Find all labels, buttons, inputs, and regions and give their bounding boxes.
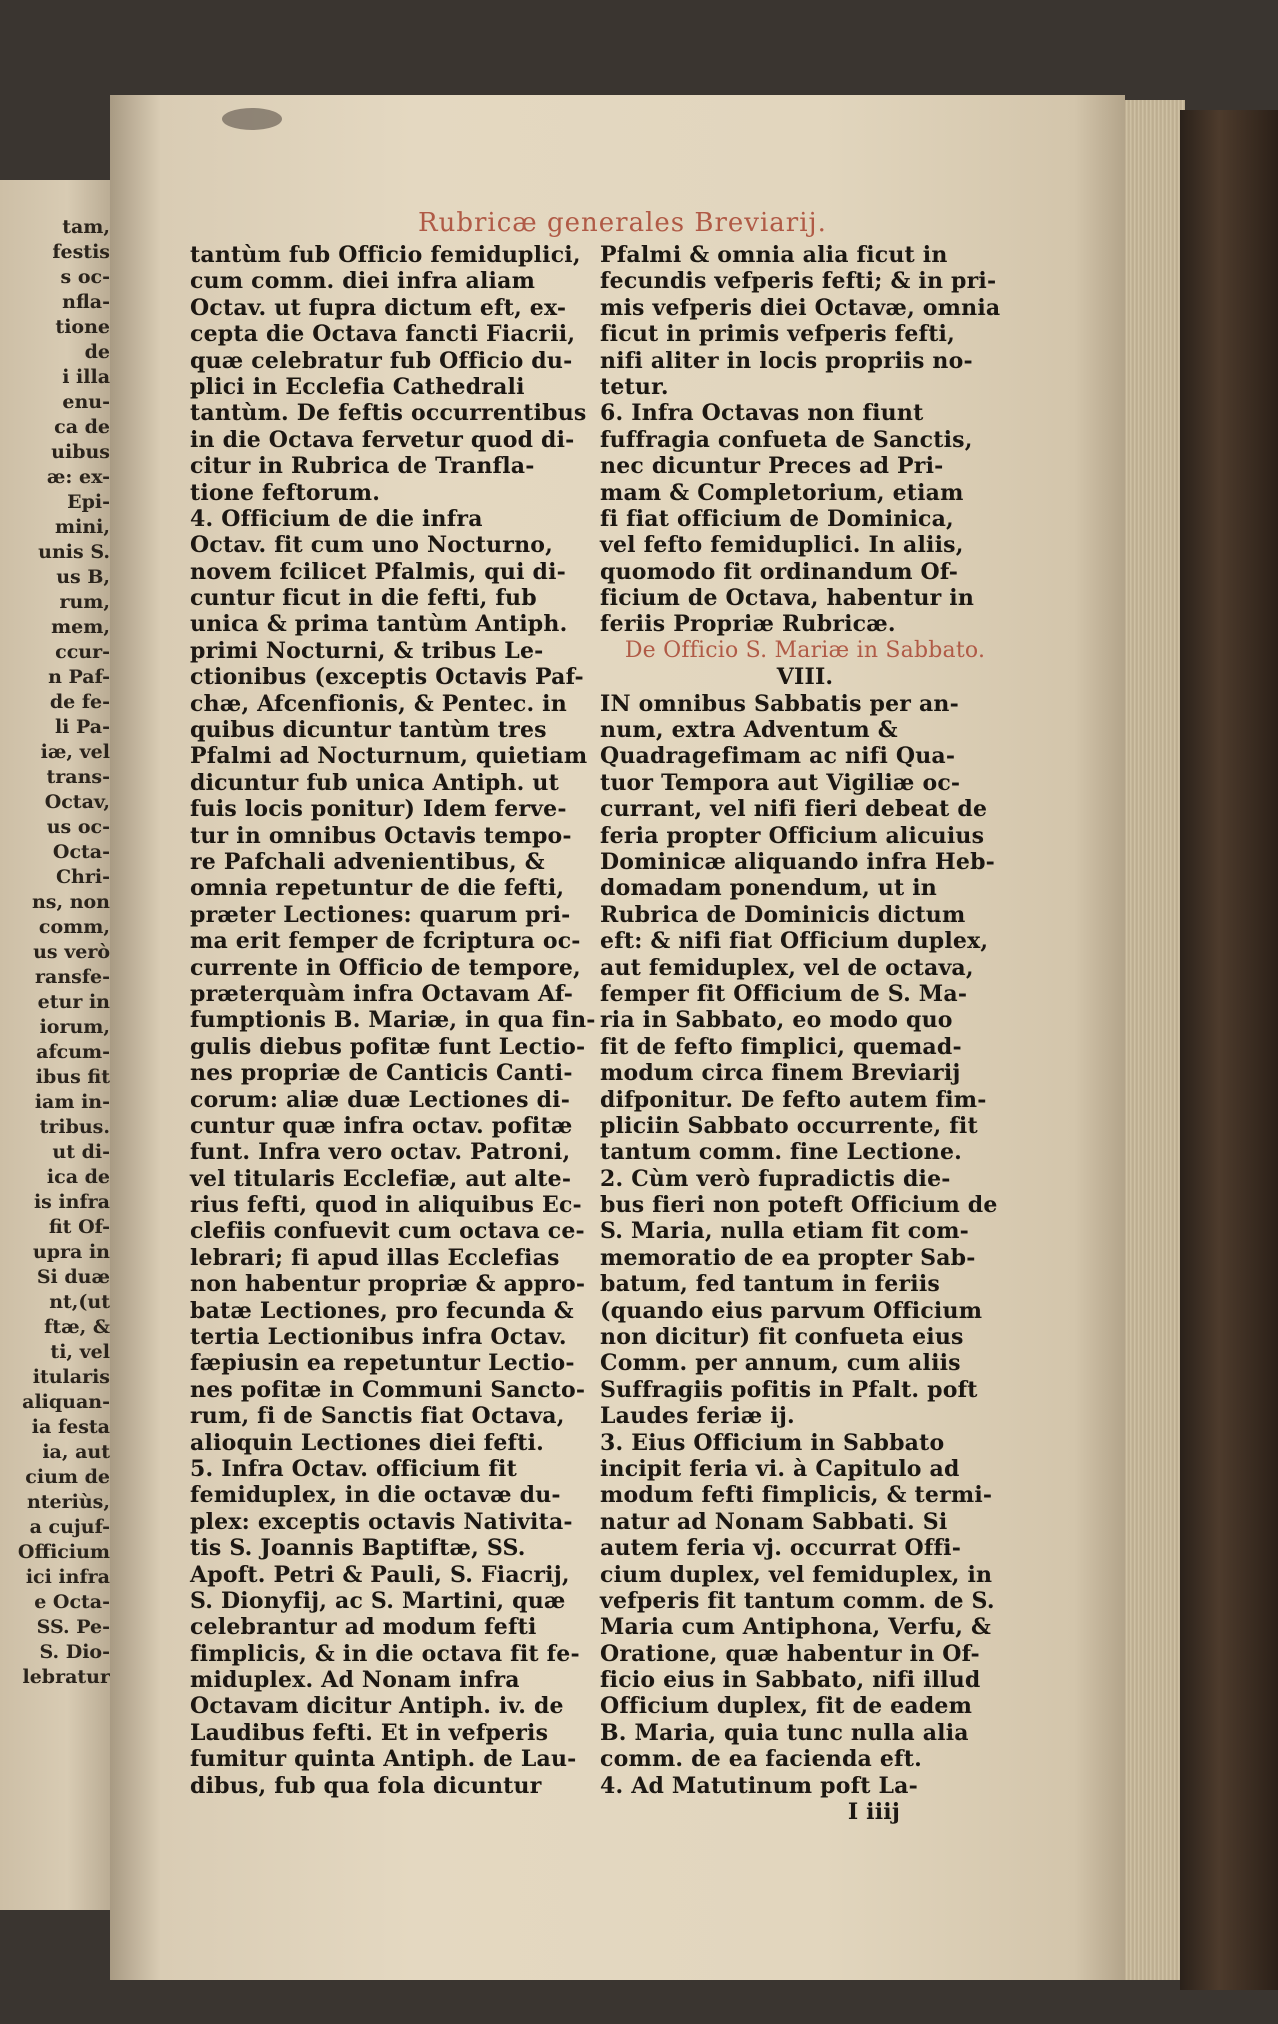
text-line: 2. Cùm verò fupradictis die- — [600, 1165, 951, 1192]
left-page-fragment-line: mini, — [55, 516, 110, 538]
left-page-fragment-line: us verò — [33, 941, 110, 963]
text-line: cum comm. diei infra aliam — [190, 268, 536, 295]
text-line: (quando eius parvum Officium — [600, 1297, 983, 1324]
text-line: clefiis confuevit cum octava ce- — [190, 1218, 585, 1245]
text-line: bus fieri non poteft Officium de — [600, 1192, 998, 1219]
text-line: tetur. — [600, 373, 669, 400]
left-page-fragment-line: e Octa- — [34, 1591, 110, 1613]
right-text-column — [600, 242, 1010, 1825]
text-line: fumptionis B. Mariæ, in qua fin- — [190, 1007, 596, 1034]
text-line: præter Lectiones: quarum pri- — [190, 901, 571, 928]
left-page-fragment-line: trans- — [46, 766, 110, 788]
text-line: fi fiat officium de Dominica, — [600, 505, 954, 532]
text-line: incipit feria vi. à Capitulo ad — [600, 1455, 960, 1482]
left-page-fragment-line: ut di- — [52, 1141, 110, 1163]
text-line: dibus, fub qua fola dicuntur — [190, 1772, 542, 1799]
text-line: vefperis fit tantum comm. de S. — [600, 1587, 995, 1614]
left-page-fragment-line: lebratur — [22, 1666, 110, 1688]
left-page-fragment-line: SS. Pe- — [36, 1616, 110, 1638]
left-page-fragment-line: iam in- — [34, 1091, 110, 1113]
text-line: citur in Rubrica de Tranfla- — [190, 453, 535, 480]
text-line: ficium de Octava, habentur in — [600, 585, 975, 612]
text-line: non habentur propriæ & appro- — [190, 1271, 586, 1298]
text-line: celebrantur ad modum fefti — [190, 1614, 537, 1641]
text-line: plici in Ecclefia Cathedrali — [190, 373, 525, 400]
left-page-fragment-line: ia festa — [31, 1416, 110, 1438]
text-line: in die Octava fervetur quod di- — [190, 426, 575, 453]
text-line: tantùm fub Officio femiduplici, — [190, 242, 581, 268]
text-line: dicuntur fub unica Antiph. ut — [190, 769, 559, 796]
left-page-fragment-line: ransfe- — [35, 966, 110, 988]
book-spine — [1180, 110, 1278, 1990]
text-line: modum circa finem Breviarij — [600, 1060, 961, 1087]
text-line: corum: aliæ duæ Lectiones di- — [190, 1086, 571, 1113]
text-line: vel fefto femiduplici. In aliis, — [600, 532, 964, 559]
left-page-fragment-line: iorum, — [39, 1016, 110, 1038]
text-line: fuffragia confueta de Sanctis, — [600, 426, 973, 453]
text-line: tur in omnibus Octavis tempo- — [190, 822, 572, 849]
left-page-fragment-line: upra in — [32, 1241, 110, 1263]
left-page-fragment-line: ti, vel — [50, 1341, 110, 1363]
text-line: memoratio de ea propter Sab- — [600, 1244, 976, 1271]
text-line: Oratione, quæ habentur in Of- — [600, 1640, 980, 1667]
text-line: VIII. — [776, 664, 834, 691]
text-line: alioquin Lectiones diei fefti. — [190, 1429, 544, 1456]
left-page-fragment-line: mem, — [51, 616, 110, 638]
left-page-fragment-line: ccur- — [55, 641, 110, 663]
left-page-fragment-line: ca de — [54, 416, 110, 438]
text-line: fit de fefto fimplici, quemad- — [600, 1033, 962, 1060]
left-page-fragment-line: etur in — [37, 991, 110, 1013]
left-page-fragment-line: ica de — [46, 1166, 110, 1188]
text-line: Quadragefimam ac nifi Qua- — [600, 743, 956, 770]
text-line: eft: & nifi fiat Officium duplex, — [600, 928, 989, 955]
left-page-fragment-line: Epi- — [67, 491, 110, 513]
text-line: præterquàm infra Octavam Af- — [190, 980, 574, 1007]
left-page-fragment-line: de — [84, 341, 110, 363]
text-line: funt. Infra vero octav. Patroni, — [190, 1139, 571, 1166]
left-page-fragment-line: æ: ex- — [46, 466, 110, 488]
text-line: 5. Infra Octav. officium fit — [190, 1455, 517, 1482]
text-line: fæpiusin ea repetuntur Lectio- — [190, 1350, 575, 1377]
text-line: Comm. per annum, cum aliis — [600, 1350, 961, 1377]
text-line: cium duplex, vel femiduplex, in — [600, 1561, 993, 1588]
left-page-fragment-line: de fe- — [49, 691, 110, 713]
text-line: fumitur quinta Antiph. de Lau- — [190, 1746, 577, 1773]
text-line: Octavam dicitur Antiph. iv. de — [190, 1693, 564, 1720]
text-line: modum fefti fimplicis, & termi- — [600, 1482, 993, 1509]
text-line: 4. Officium de die infra — [190, 505, 483, 532]
text-line: re Pafchali advenientibus, & — [190, 848, 545, 875]
text-line: 6. Infra Octavas non fiunt — [600, 400, 924, 427]
text-line: Rubrica de Dominicis dictum — [600, 901, 966, 928]
left-page-fragment-line: itularis — [32, 1366, 110, 1388]
running-header: Rubricæ generales Breviarij. — [418, 208, 827, 238]
text-line: rum, fi de Sanctis fiat Octava, — [190, 1403, 565, 1430]
left-page-fragment-line: iæ, vel — [40, 741, 110, 763]
left-page-fragment-line: comm, — [38, 916, 110, 938]
left-page-fragment-line: afcum- — [36, 1041, 110, 1063]
text-line: 3. Eius Officium in Sabbato — [600, 1429, 945, 1456]
text-line: cepta die Octava fancti Fiacrii, — [190, 321, 576, 348]
left-page-fragment-line: s oc- — [60, 266, 110, 288]
text-line: ficut in primis vefperis fefti, — [600, 321, 955, 348]
text-line: Suffragiis pofitis in Pfalt. poft — [600, 1376, 978, 1403]
text-line: fuis locis ponitur) Idem ferve- — [190, 796, 567, 823]
text-line: nes pofitæ in Communi Sancto- — [190, 1376, 586, 1403]
text-line: S. Dionyfij, ac S. Martini, quæ — [190, 1587, 566, 1614]
text-line: cuntur quæ infra octav. pofitæ — [190, 1112, 573, 1139]
text-line: ctionibus (exceptis Octavis Paf- — [190, 664, 584, 691]
text-line: S. Maria, nulla etiam fit com- — [600, 1218, 969, 1245]
text-line: Maria cum Antiphona, Verfu, & — [600, 1614, 992, 1641]
text-line: fecundis vefperis fefti; & in pri- — [600, 268, 997, 295]
text-line: natur ad Nonam Sabbati. Si — [600, 1508, 948, 1535]
left-page-fragment-line: n Paf- — [48, 666, 110, 688]
text-line: B. Maria, quia tunc nulla alia — [600, 1719, 969, 1746]
text-line: tertia Lectionibus infra Octav. — [190, 1324, 567, 1351]
left-page-fragment-line: Officium — [17, 1541, 110, 1563]
text-line: quæ celebratur fub Officio du- — [190, 347, 573, 374]
text-line: primi Nocturni, & tribus Le- — [190, 637, 544, 664]
text-line: novem fcilicet Pfalmis, qui di- — [190, 558, 566, 585]
text-line: tione feftorum. — [190, 479, 381, 506]
left-page-fragment-line: nteriùs, — [26, 1491, 110, 1513]
text-line: tantum comm. fine Lectione. — [600, 1139, 963, 1166]
left-page-fragment — [0, 180, 112, 1910]
text-line: De Officio S. Mariæ in Sabbato. — [624, 637, 986, 663]
left-page-fragment-line: unis S. — [38, 541, 110, 563]
text-line: femper fit Officium de S. Ma- — [600, 980, 968, 1007]
left-page-fragment-line: cium de — [25, 1466, 110, 1488]
left-page-fragment-line: S. Dio- — [39, 1641, 110, 1663]
text-line: Dominicæ aliquando infra Heb- — [600, 848, 995, 875]
left-page-fragment-line: tribus. — [39, 1116, 110, 1138]
text-line: non dicitur) fit confueta eius — [600, 1324, 964, 1351]
text-line: gulis diebus pofitæ funt Lectio- — [190, 1033, 586, 1060]
text-line: ma erit femper de fcriptura oc- — [190, 928, 581, 955]
text-line: lebrari; fi apud illas Ecclefias — [190, 1244, 560, 1271]
text-line: ria in Sabbato, eo modo quo — [600, 1007, 953, 1034]
text-line: autem feria vj. occurrat Offi- — [600, 1535, 962, 1562]
text-line: miduplex. Ad Nonam infra — [190, 1667, 520, 1694]
text-line: pliciin Sabbato occurrente, fit — [600, 1112, 978, 1139]
page-edge — [1115, 100, 1185, 1980]
text-line: Laudes feriæ ij. — [600, 1403, 795, 1430]
text-line: Octav. ut fupra dictum eft, ex- — [190, 294, 567, 321]
text-line: nec dicuntur Preces ad Pri- — [600, 453, 944, 480]
text-line: 4. Ad Matutinum poft La- — [600, 1772, 918, 1799]
text-line: feriis Propriæ Rubricæ. — [600, 611, 896, 638]
text-line: tantùm. De feftis occurrentibus — [190, 400, 587, 427]
text-line: batæ Lectiones, pro fecunda & — [190, 1297, 574, 1324]
text-line: batum, fed tantum in feriis — [600, 1271, 940, 1298]
text-line: aut femiduplex, vel de octava, — [600, 954, 974, 981]
text-line: nifi aliter in locis propriis no- — [600, 347, 973, 374]
text-line: chæ, Afcenfionis, & Pentec. in — [190, 690, 567, 717]
text-line: fimplicis, & in die octava fit fe- — [190, 1640, 580, 1667]
left-page-fragment-line: tam, — [62, 216, 110, 238]
text-line: quomodo fit ordinandum Of- — [600, 558, 959, 585]
left-page-fragment-line: ns, non — [31, 891, 110, 913]
text-line: omnia repetuntur de die fefti, — [190, 875, 565, 902]
left-page-fragment-line: nt,(ut — [49, 1291, 110, 1313]
signature-mark: I iiij — [847, 1799, 900, 1826]
left-page-fragment-line: us B, — [56, 566, 110, 588]
left-page-fragment-line: ici infra — [25, 1566, 110, 1588]
left-page-fragment-line: Octav, — [44, 791, 110, 813]
left-page-fragment-line: uibus — [51, 441, 110, 463]
text-line: cuntur ficut in die fefti, fub — [190, 585, 537, 612]
text-line: IN omnibus Sabbatis per an- — [600, 690, 959, 717]
left-page-fragment-line: li Pa- — [54, 716, 110, 738]
text-line: Pfalmi ad Nocturnum, quietiam — [190, 743, 588, 770]
left-page-fragment-line: fit Of- — [48, 1216, 110, 1238]
left-page-fragment-line: ia, aut — [42, 1441, 110, 1463]
left-page-fragment-line: is infra — [33, 1191, 110, 1213]
left-page-fragment-line: enu- — [62, 391, 110, 413]
text-line: quibus dicuntur tantùm tres — [190, 717, 547, 744]
left-text-column — [190, 242, 600, 1799]
text-line: Apoft. Petri & Pauli, S. Fiacrij, — [190, 1561, 570, 1588]
text-line: comm. de ea facienda eft. — [600, 1746, 922, 1773]
left-page-fragment-line: i illa — [62, 366, 110, 388]
left-page-fragment-line: tione — [55, 316, 110, 338]
left-page-fragment-line: Octa- — [52, 841, 110, 863]
text-line: nes propriæ de Canticis Canti- — [190, 1060, 573, 1087]
left-page-fragment-line: ibus fit — [35, 1066, 110, 1088]
left-page-fragment-line: us oc- — [46, 816, 110, 838]
text-line: currente in Officio de tempore, — [190, 954, 581, 981]
left-page-fragment-line: a cujuf- — [29, 1516, 110, 1538]
text-line: currant, vel nifi fieri debeat de — [600, 796, 988, 823]
text-line: tis S. Joannis Baptiftæ, SS. — [190, 1535, 526, 1562]
ink-stain — [222, 108, 282, 130]
text-line: mam & Completorium, etiam — [600, 479, 964, 506]
left-page-fragment-line: nfla- — [62, 291, 110, 313]
text-line: plex: exceptis octavis Nativita- — [190, 1508, 573, 1535]
left-page-fragment-line: festis — [52, 241, 110, 263]
left-page-fragment-line: ftæ, & — [44, 1316, 110, 1338]
text-line: Pfalmi & omnia alia ficut in — [600, 242, 948, 268]
text-line: ficio eius in Sabbato, nifi illud — [600, 1667, 981, 1694]
text-line: num, extra Adventum & — [600, 717, 898, 744]
text-line: feria propter Officium alicuius — [600, 822, 985, 849]
left-page-fragment-line: rum, — [59, 591, 110, 613]
text-line: vel titularis Ecclefiæ, aut alte- — [190, 1165, 572, 1192]
text-line: unica & prima tantùm Antiph. — [190, 611, 568, 638]
text-line: femiduplex, in die octavæ du- — [190, 1482, 561, 1509]
text-line: Laudibus fefti. Et in vefperis — [190, 1719, 549, 1746]
text-line: Officium duplex, fit de eadem — [600, 1693, 973, 1720]
text-line: domadam ponendum, ut in — [600, 875, 937, 902]
text-line: rius fefti, quod in aliquibus Ec- — [190, 1192, 582, 1219]
text-line: mis vefperis diei Octavæ, omnia — [600, 294, 1001, 321]
left-page-fragment-line: Si duæ — [36, 1266, 110, 1288]
text-line: tuor Tempora aut Vigiliæ oc- — [600, 769, 961, 796]
left-page-fragment-line: aliquan- — [22, 1391, 110, 1413]
text-line: difponitur. De fefto autem fim- — [600, 1086, 987, 1113]
left-page-fragment-line: Chri- — [55, 866, 110, 888]
text-line: Octav. fit cum uno Nocturno, — [190, 532, 554, 559]
